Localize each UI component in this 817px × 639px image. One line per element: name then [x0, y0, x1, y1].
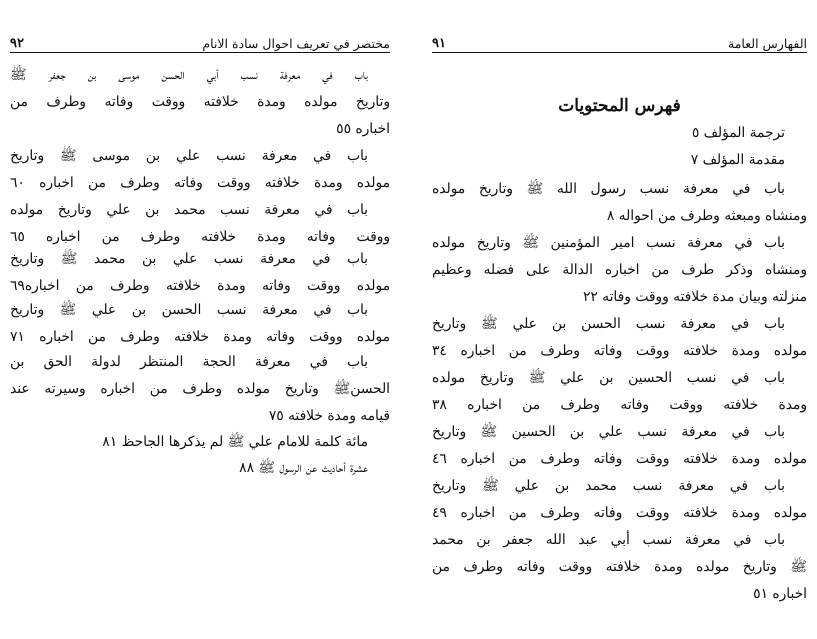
toc-entry-line: باب في معرفة نسب أبي عبد الله جعفر بن محمد: [432, 532, 785, 548]
toc-entry: [432, 230, 807, 311]
toc-entry: [432, 147, 807, 174]
toc-entry-line: مولده ومدة خلافته ووقت وفاته وطرف من اخباره ٤٦: [432, 451, 807, 467]
toc-entry: [10, 455, 390, 482]
toc-entry: [432, 473, 807, 527]
toc-entry-line: وتاريخ مولده ومدة خلافته ووقت وفاته وطرف من: [10, 94, 390, 110]
toc-entry-line: باب في نسب الحسين بن علي ﷺ وتاريخ مولده: [432, 370, 785, 386]
toc-entry-line: ومدة خلافته ووقت وفاته وطرف من اخباره ٣٨: [432, 397, 807, 413]
toc-entry-line: ووقت وفاته ومدة خلافته وطرف من اخباره ٦٥: [10, 229, 390, 245]
running-header: [432, 36, 807, 53]
toc-title: فهرس المحتويات: [558, 96, 681, 116]
toc-entry-line: باب في معرفة نسب علي بن محمد ﷺ وتاريخ: [10, 251, 368, 267]
toc-entry-line: باب في معرفة نسب الحسن بن علي ﷺ وتاريخ: [432, 316, 785, 332]
left-page: [10, 0, 390, 639]
toc-entry: [10, 429, 390, 456]
toc-entry-line: مائة كلمة للامام علي ﷺ لم يذكرها الجاحظ ٨١: [102, 434, 368, 450]
toc-entry-line: اخباره ٥١: [753, 586, 807, 602]
toc-entry-line: باب في معرفة نسب محمد بن علي ﷺ وتاريخ: [432, 478, 785, 494]
toc-entry-line: باب في معرفة الحجة المنتظر لدولة الحق بن: [10, 354, 368, 370]
toc-entry: [432, 527, 807, 608]
running-header: [10, 36, 390, 53]
toc-entry-line: مولده ومدة خلافته ووقت وفاته وطرف من اخباره ٣٤: [432, 343, 807, 359]
toc-entry-line: اخباره ٥٥: [336, 121, 390, 137]
toc-entry: [10, 143, 390, 197]
toc-entry-line: مولده ووقت وفاته ومدة خلافته وطرف من اخباره ٧١: [10, 329, 390, 345]
toc-entry-line: باب في معرفة نسب رسول الله ﷺ وتاريخ مولده: [432, 181, 785, 197]
right-page: [432, 0, 807, 639]
toc-entry: [10, 197, 390, 251]
toc-entry: [432, 120, 807, 147]
toc-entry: [432, 365, 807, 419]
toc-entry-line: باب في معرفة نسب علي بن الحسين ﷺ وتاريخ: [432, 424, 785, 440]
toc-entry-line: مقدمة المؤلف ٧: [690, 152, 785, 168]
toc-entry-line: مولده ومدة خلافته ووقت وفاته وطرف من اخباره ٤٩: [432, 505, 807, 521]
toc-entry: [432, 311, 807, 365]
page-number: ٩١: [432, 36, 446, 51]
toc-entry-line: عشرة أحاديث عن الرسول ﷺ ٨٨: [239, 460, 368, 476]
toc-entry-line: قيامه ومدة خلافته ٧٥: [268, 408, 390, 424]
toc-entry: [10, 246, 390, 300]
toc-entry: [10, 62, 390, 143]
toc-entry-line: مولده ووقت وفاته ومدة خلافته وطرف من اخباره٦٩: [10, 278, 390, 294]
toc-entry-line: باب في معرفة نسب علي بن موسى ﷺ وتاريخ: [10, 148, 368, 164]
toc-entry: [10, 349, 390, 430]
page-number: ٩٢: [10, 36, 24, 51]
toc-entry-line: باب في معرفة نسب الحسن بن علي ﷺ وتاريخ: [10, 302, 368, 318]
toc-entry: [10, 297, 390, 351]
toc-entry-line: باب في معرفة نسب محمد بن علي وتاريخ مولده: [10, 202, 368, 218]
toc-entry-line: الحسنﷺ وتاريخ مولده وطرف من اخباره وسيرته عند: [10, 381, 390, 397]
toc-entry: [432, 176, 807, 230]
running-header-title: مختصر في تعريف احوال سادة الانام: [202, 36, 390, 51]
running-header-title: الفهارس العامة: [728, 36, 807, 51]
toc-entry-line: مولده ومدة خلافته ووقت وفاته وطرف من اخباره ٦٠: [10, 175, 390, 191]
toc-entry-line: ومنشاه وذكر طرف من اخباره الدالة على فضله وعظيم: [432, 262, 807, 278]
toc-entry-line: باب في معرفة نسب امير المؤمنين ﷺ وتاريخ مولده: [432, 235, 785, 251]
toc-entry-line: ﷺ وتاريخ مولده ومدة خلافته ووقت وفاته وطرف من: [432, 559, 807, 575]
toc-entry-line: منزلته وبيان مدة خلافته ووقت وفاته ٢٢: [582, 289, 807, 305]
toc-entry-line: باب في معرفة نسب أبي الحسن موسى بن جعفر ﷺ: [10, 67, 368, 83]
toc-entry: [432, 419, 807, 473]
toc-entry-line: ترجمة المؤلف ٥: [691, 125, 785, 141]
toc-entry-line: ومنشاه ومبعثه وطرف من احواله ٨: [606, 208, 807, 224]
